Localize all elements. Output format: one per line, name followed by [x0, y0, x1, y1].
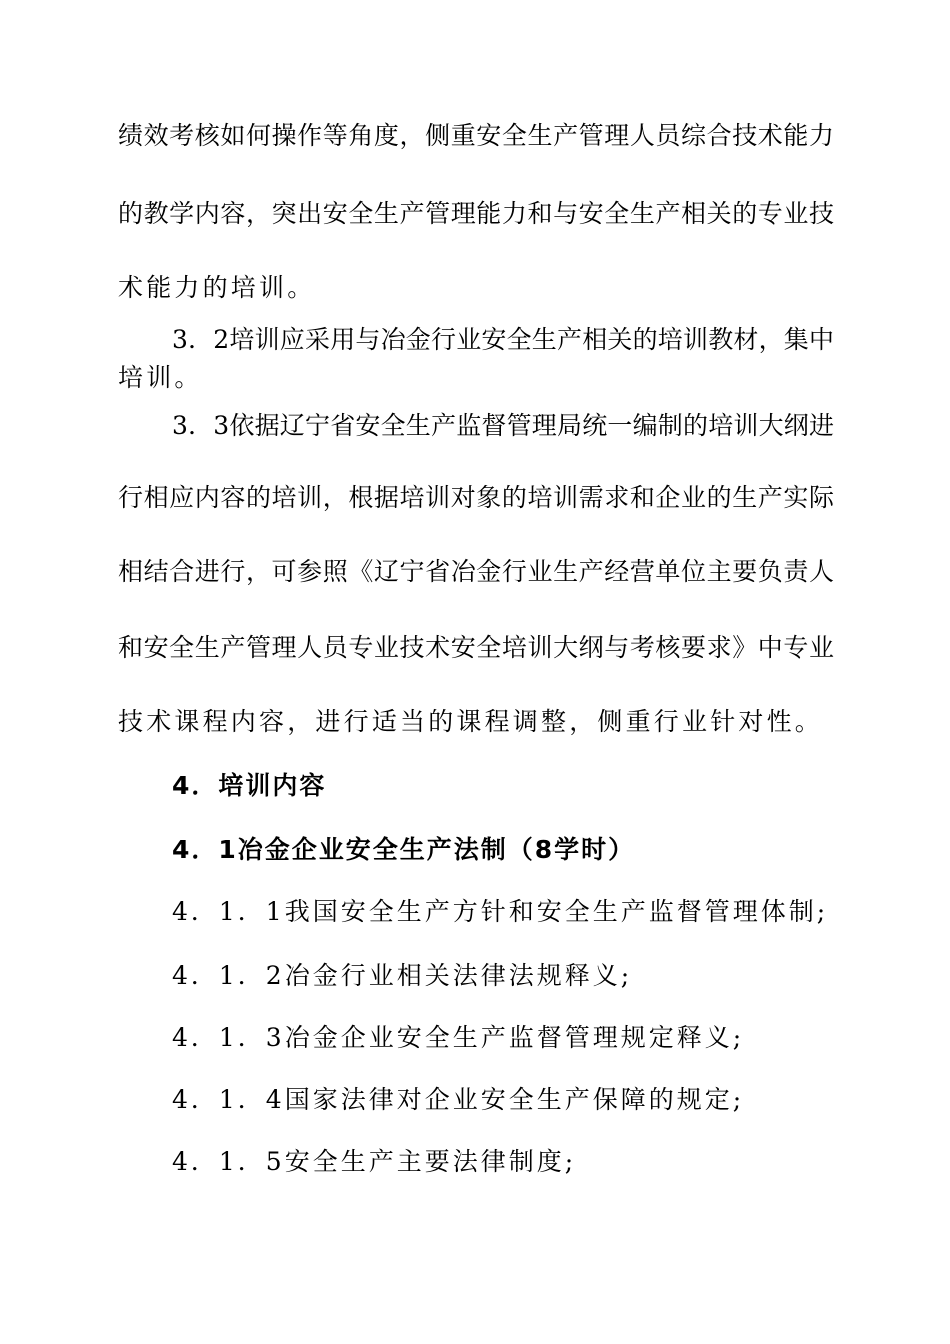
- paragraph-line: 技术课程内容，进行适当的课程调整，侧重行业针对性。: [118, 707, 824, 736]
- paragraph-line: 的教学内容，突出安全生产管理能力和与安全生产相关的专业技: [118, 199, 834, 228]
- list-item: 4．1．4国家法律对企业安全生产保障的规定;: [172, 1085, 745, 1114]
- list-item: 4．1．1我国安全生产方针和安全生产监督管理体制;: [172, 897, 829, 926]
- section-heading: 4．培训内容: [172, 771, 327, 800]
- list-item: 4．1．5安全生产主要法律制度;: [172, 1147, 577, 1176]
- subsection-heading: 4．1冶金企业安全生产法制（8学时）: [172, 835, 636, 864]
- paragraph-line: 培训。: [118, 363, 203, 392]
- paragraph-line: 术能力的培训。: [118, 273, 316, 302]
- paragraph-line: 3．2培训应采用与冶金行业安全生产相关的培训教材，集中: [172, 325, 834, 354]
- paragraph-line: 3．3依据辽宁省安全生产监督管理局统一编制的培训大纲进: [172, 411, 834, 440]
- paragraph-line: 绩效考核如何操作等角度，侧重安全生产管理人员综合技术能力: [118, 121, 834, 150]
- list-item: 4．1．2冶金行业相关法律法规释义;: [172, 961, 633, 990]
- paragraph-line: 和安全生产管理人员专业技术安全培训大纲与考核要求》中专业: [118, 633, 834, 662]
- list-item: 4．1．3冶金企业安全生产监督管理规定释义;: [172, 1023, 745, 1052]
- paragraph-line: 行相应内容的培训，根据培训对象的培训需求和企业的生产实际: [118, 483, 834, 512]
- paragraph-line: 相结合进行，可参照《辽宁省冶金行业生产经营单位主要负责人: [118, 557, 834, 586]
